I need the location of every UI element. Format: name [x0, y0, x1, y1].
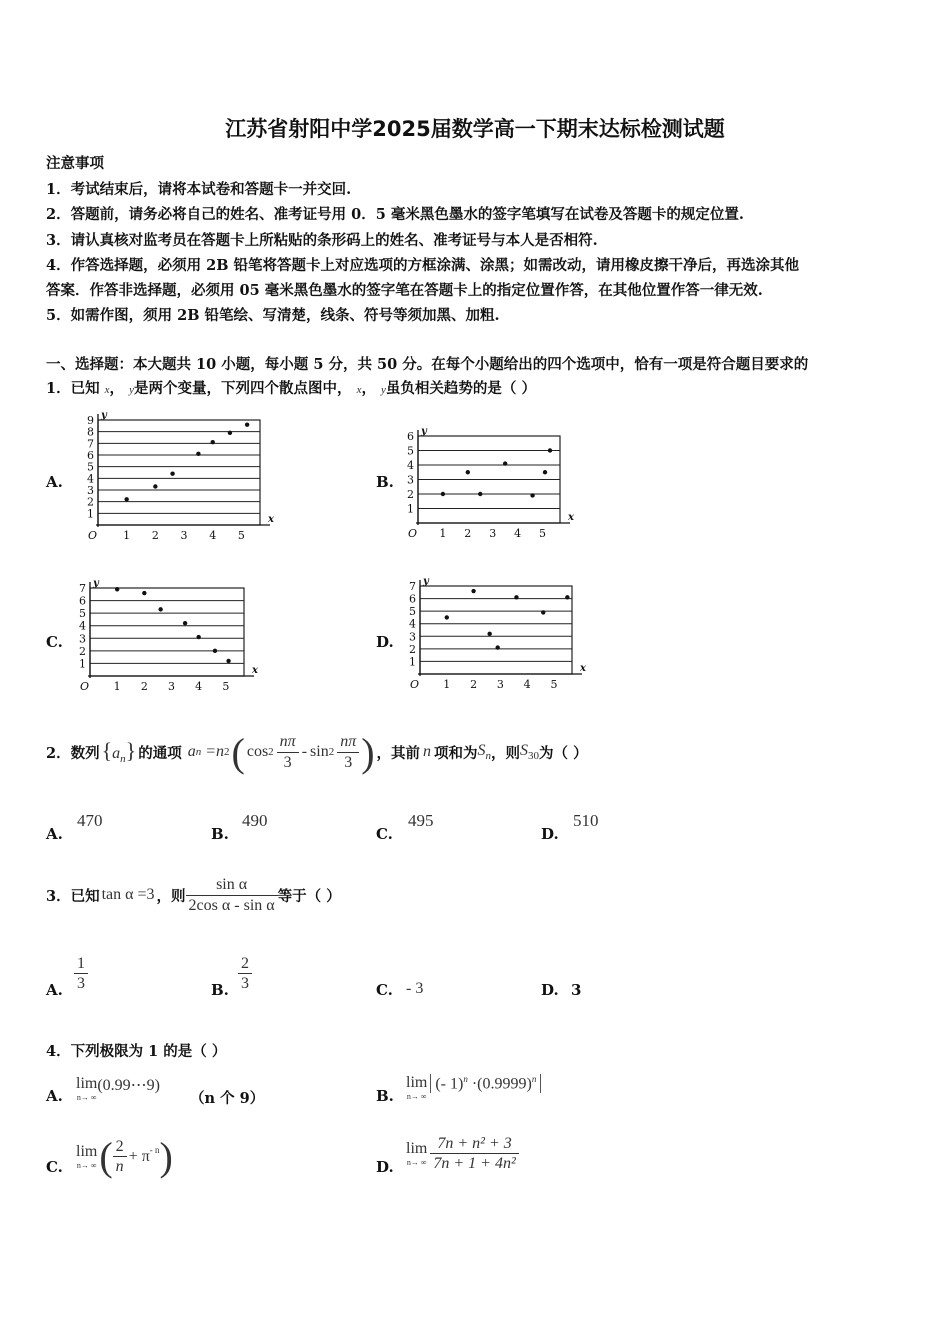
q2-frac2-num: nπ	[337, 732, 359, 752]
notice-item-2: 2．答题前，请务必将自己的姓名、准考证号用 0．5 毫米黑色墨水的签字笔填写在试卷及答题卡的规定位置.	[46, 206, 744, 223]
q2-s30	[520, 742, 539, 762]
data-point	[115, 587, 119, 591]
origin-label: O	[408, 527, 418, 540]
q4-c-lim: lim	[76, 1143, 98, 1160]
q4-b-lim-sub: n→ ∞	[406, 1092, 427, 1101]
q3-option-b-den: 3	[241, 975, 249, 993]
y-tick-label: 5	[79, 607, 86, 621]
q3-text-3: 等于（ ）	[277, 887, 341, 905]
y-tick-label: 6	[79, 594, 86, 608]
y-tick-label: 3	[87, 484, 94, 497]
x-tick-label: 4	[195, 680, 203, 693]
y-tick-label: 5	[409, 605, 416, 619]
q2-number: 2．	[46, 744, 71, 762]
q3-option-b-label: B.	[211, 981, 229, 999]
q4-option-b-expr	[406, 1074, 541, 1101]
y-tick-label: 6	[409, 592, 416, 606]
question-4	[46, 1040, 226, 1061]
origin-label: O	[80, 680, 90, 693]
notice-item-5: 5．如需作图，须用 2B 铅笔绘、写清楚，线条、符号等须加黑、加粗.	[46, 307, 500, 324]
q4-option-a-expr	[76, 1075, 160, 1102]
data-point	[196, 635, 200, 639]
q4-d-frac-den: 7n + 1 + 4n²	[433, 1155, 516, 1173]
origin-label: O	[410, 678, 420, 691]
q4-option-c-expr: lim n→ ∞ ( $\frac{2}{n}$ + π $^{- n}$ )	[76, 1134, 173, 1179]
question-3	[46, 870, 341, 920]
q3-condition: tan α =3	[101, 886, 155, 903]
q2-option-b-label: B.	[211, 825, 229, 843]
q3-text-2: ，则	[156, 887, 186, 905]
x-tick-label: 2	[470, 678, 478, 691]
y-tick-label: 1	[79, 657, 86, 671]
q1-text-3: 虽负相关趋势的是（ ）	[385, 380, 536, 397]
q2-n: n	[423, 743, 432, 760]
x-tick-label: 1	[123, 529, 131, 542]
x-axis-label: x	[268, 514, 274, 525]
x-tick-label: 3	[180, 529, 188, 542]
y-tick-label: 7	[87, 437, 94, 451]
data-point	[245, 422, 249, 426]
q4-c-frac-den: n	[115, 1158, 124, 1175]
q2-s30-sub: 30	[528, 750, 540, 763]
x-tick-label: 2	[151, 529, 159, 542]
q2-seq-a: a	[112, 745, 121, 763]
q2-minus: -	[301, 743, 308, 760]
data-point	[495, 645, 499, 649]
x-tick-label: 3	[168, 680, 176, 693]
q2-text-3: ，其前	[376, 744, 421, 762]
q4-c-lim-sub: n→ ∞	[76, 1161, 97, 1170]
scatter-plot-a	[78, 408, 278, 543]
q2-cos: cos	[246, 743, 269, 760]
q4-c-tail: + π	[128, 1147, 150, 1165]
scatter-plot-b	[398, 424, 578, 541]
data-point	[548, 448, 552, 452]
data-point	[213, 649, 217, 653]
x-tick-label: 5	[222, 680, 230, 693]
data-point	[478, 492, 482, 496]
q1-var-x2: x	[356, 384, 362, 396]
q2-sin: sin	[310, 743, 329, 760]
q1-var-x: x	[104, 384, 110, 396]
q2-sin-sq: 2	[328, 746, 335, 758]
q3-option-b-num: 2	[238, 954, 252, 974]
x-tick-label: 4	[514, 527, 522, 540]
q2-text-6: 为（ ）	[539, 744, 588, 762]
y-axis-label: y	[101, 410, 107, 421]
q4-option-d-expr	[406, 1134, 519, 1173]
x-tick-label: 3	[489, 527, 497, 540]
data-point	[228, 431, 232, 435]
data-point	[226, 659, 230, 663]
q2-seq: $\{a_n\}$	[101, 738, 137, 766]
y-tick-label: 2	[409, 642, 416, 656]
x-tick-label: 1	[439, 527, 447, 540]
y-tick-label: 7	[409, 580, 416, 593]
y-tick-label: 4	[409, 617, 416, 631]
q3-option-d-value: 3	[571, 981, 582, 999]
x-tick-label: 5	[539, 527, 547, 540]
y-tick-label: 6	[87, 449, 94, 462]
y-tick-label: 9	[87, 414, 94, 427]
data-point	[153, 484, 157, 488]
q2-sn-s: S	[477, 741, 486, 759]
q4-b-lim: lim	[406, 1074, 428, 1091]
x-tick-label: 5	[550, 678, 558, 691]
q1-option-c-label: C.	[46, 633, 63, 651]
scatter-plot-c	[70, 576, 262, 694]
notice-item-1: 1．考试结束后，请将本试卷和答题卡一并交回.	[46, 181, 352, 198]
x-axis-label: x	[252, 665, 258, 676]
q3-option-a-num: 1	[74, 954, 88, 974]
section-heading: 一、选择题：本大题共 10 小题，每小题 5 分，共 50 分。在每个小题给出的四个选项中，恰有一项是符合题目要求的	[46, 356, 809, 373]
q3-option-c-value: - 3	[406, 980, 424, 997]
data-point	[471, 589, 475, 593]
data-point	[514, 595, 518, 599]
q2-frac2-den: 3	[344, 753, 353, 771]
q4-option-a-note: （n 个 9）	[190, 1090, 265, 1107]
q2-formula-sub: n	[195, 746, 202, 758]
data-point	[530, 493, 534, 497]
data-point	[158, 607, 162, 611]
x-tick-label: 1	[443, 678, 451, 691]
data-point	[196, 452, 200, 456]
q2-formula-a: a	[187, 743, 196, 760]
y-tick-label: 5	[407, 444, 414, 458]
x-axis-label: x	[568, 512, 574, 523]
q1-number: 1．	[46, 380, 71, 397]
y-tick-label: 3	[79, 632, 86, 646]
y-tick-label: 5	[87, 460, 94, 474]
q3-option-a-value	[74, 954, 88, 993]
q2-option-d-label: D.	[541, 825, 559, 843]
q3-frac-num: sin α	[186, 875, 278, 895]
q4-d-frac-num: 7n + n² + 3	[430, 1134, 518, 1154]
q2-formula-eq: =n	[205, 743, 225, 760]
y-tick-label: 8	[87, 425, 94, 439]
x-axis-label: x	[580, 663, 586, 674]
q2-sn-sub: n	[485, 750, 492, 763]
plot-frame	[98, 420, 260, 525]
y-tick-label: 2	[87, 495, 94, 509]
y-tick-label: 3	[409, 630, 416, 644]
y-tick-label: 1	[409, 655, 416, 669]
q4-d-lim: lim	[406, 1140, 428, 1158]
x-tick-label: 2	[140, 680, 148, 693]
q3-option-b-value	[238, 954, 252, 993]
y-axis-label: y	[423, 576, 429, 587]
q4-option-d-label: D.	[376, 1158, 394, 1176]
q2-option-a-value: 470	[77, 811, 103, 830]
q4-option-c-label: C.	[46, 1158, 63, 1176]
data-point	[170, 471, 174, 475]
q2-sn	[478, 742, 492, 762]
notice-item-4: 4．作答选择题，必须用 2B 铅笔将答题卡上对应选项的方框涂满、涂黑；如需改动，请用橡皮擦干净后，再选涂其他	[46, 257, 800, 274]
y-tick-label: 3	[407, 473, 414, 487]
y-tick-label: 4	[87, 472, 94, 486]
data-point	[487, 632, 491, 636]
q4-a-body: (0.99⋯9)	[97, 1077, 160, 1094]
y-tick-label: 4	[407, 459, 414, 472]
y-tick-label: 6	[407, 430, 414, 443]
q2-option-d-value: 510	[573, 811, 599, 830]
q4-b-exp1: n	[463, 1074, 468, 1084]
plot-frame	[90, 588, 244, 676]
data-point	[441, 492, 445, 496]
q2-option-a-label: A.	[46, 825, 63, 843]
q2-s30-s: S	[520, 741, 529, 759]
data-point	[211, 440, 215, 444]
origin-label: O	[88, 529, 98, 542]
q4-b-part1: (- 1)	[435, 1075, 464, 1093]
q4-option-b-label: B.	[376, 1087, 394, 1105]
q2-seq-sub: n	[120, 753, 126, 766]
plot-frame	[420, 586, 572, 674]
q4-b-part2: ·(0.9999)	[471, 1075, 532, 1093]
q4-c-frac-num: 2	[113, 1137, 127, 1157]
q3-text-1: 已知	[70, 887, 100, 905]
page-title: 江苏省射阳中学2025届数学高一下期末达标检测试题	[225, 117, 725, 141]
x-tick-label: 1	[113, 680, 121, 693]
q4-a-lim-sub: n→ ∞	[76, 1093, 97, 1102]
notice-heading: 注意事项	[46, 155, 104, 172]
x-tick-label: 2	[464, 527, 472, 540]
data-point	[466, 470, 470, 474]
q1-option-d-label: D.	[376, 633, 394, 651]
q2-option-b-value: 490	[242, 811, 268, 830]
q2-cos-sq: 2	[268, 746, 274, 758]
q2-text-5: ，则	[491, 744, 521, 762]
data-point	[183, 621, 187, 625]
x-tick-label: 4	[523, 678, 531, 691]
y-tick-label: 2	[79, 644, 86, 658]
q3-option-a-den: 3	[77, 975, 85, 993]
q2-frac1-den: 3	[283, 753, 292, 771]
q4-a-lim: lim	[76, 1075, 98, 1092]
q4-number: 4．	[46, 1043, 71, 1060]
q4-d-lim-sub: n→ ∞	[406, 1158, 427, 1168]
q1-option-b-label: B.	[376, 473, 394, 491]
q2-option-c-value: 495	[408, 811, 434, 830]
question-2	[46, 728, 588, 776]
q1-text-2: 是两个变量，下列四个散点图中，	[134, 380, 352, 397]
question-1	[46, 377, 536, 398]
q1-var-y: y	[129, 384, 134, 396]
q3-number: 3．	[46, 887, 71, 905]
y-tick-label: 7	[79, 582, 86, 595]
data-point	[445, 615, 449, 619]
q1-sep2: ，	[361, 380, 376, 397]
q1-sep: ，	[109, 380, 125, 397]
q1-option-a-label: A.	[46, 473, 63, 491]
notice-item-4-cont: 答案．作答非选择题，必须用 05 毫米黑色墨水的签字笔在答题卡上的指定位置作答，在其他位置作答一律无效.	[46, 282, 763, 299]
y-tick-label: 1	[407, 502, 414, 516]
data-point	[543, 470, 547, 474]
y-axis-label: y	[93, 578, 99, 589]
q4-option-a-label: A.	[46, 1087, 63, 1105]
x-tick-label: 4	[209, 529, 217, 542]
q2-text-2: 的通项	[138, 744, 182, 762]
q2-frac1-num: nπ	[277, 732, 299, 752]
q3-option-c-label: C.	[376, 981, 393, 999]
y-axis-label: y	[421, 426, 427, 437]
q2-formula-sq: 2	[224, 746, 230, 758]
q3-option-a-label: A.	[46, 981, 63, 999]
q4-b-exp2: n	[531, 1074, 537, 1084]
y-tick-label: 4	[79, 619, 86, 633]
q2-option-c-label: C.	[376, 825, 393, 843]
q2-text-1: 数列	[70, 744, 100, 762]
data-point	[503, 461, 507, 465]
notice-item-3: 3．请认真核对监考员在答题卡上所粘贴的条形码上的姓名、准考证号与本人是否相符.	[46, 232, 598, 249]
data-point	[142, 591, 146, 595]
data-point	[565, 595, 569, 599]
x-tick-label: 3	[496, 678, 504, 691]
q4-text: 下列极限为 1 的是（ ）	[70, 1043, 227, 1060]
q3-frac-den: 2cos α - sin α	[188, 896, 275, 914]
q4-c-exp: - n	[149, 1145, 160, 1155]
q2-formula: a n =n 2 ( cos 2 $\frac{n\pi}{3}$ - sin 2 $\frac{n\pi}{3}$ )	[187, 729, 375, 775]
q3-option-d-label: D.	[541, 981, 559, 999]
q2-text-4: 项和为	[434, 744, 478, 762]
y-tick-label: 1	[87, 507, 94, 521]
y-tick-label: 2	[407, 488, 414, 501]
x-tick-label: 5	[237, 529, 245, 542]
q1-var-y2: y	[381, 384, 386, 396]
scatter-plot-d	[400, 574, 590, 692]
data-point	[541, 610, 545, 614]
data-point	[124, 497, 128, 501]
q1-text-1: 已知	[70, 380, 100, 397]
